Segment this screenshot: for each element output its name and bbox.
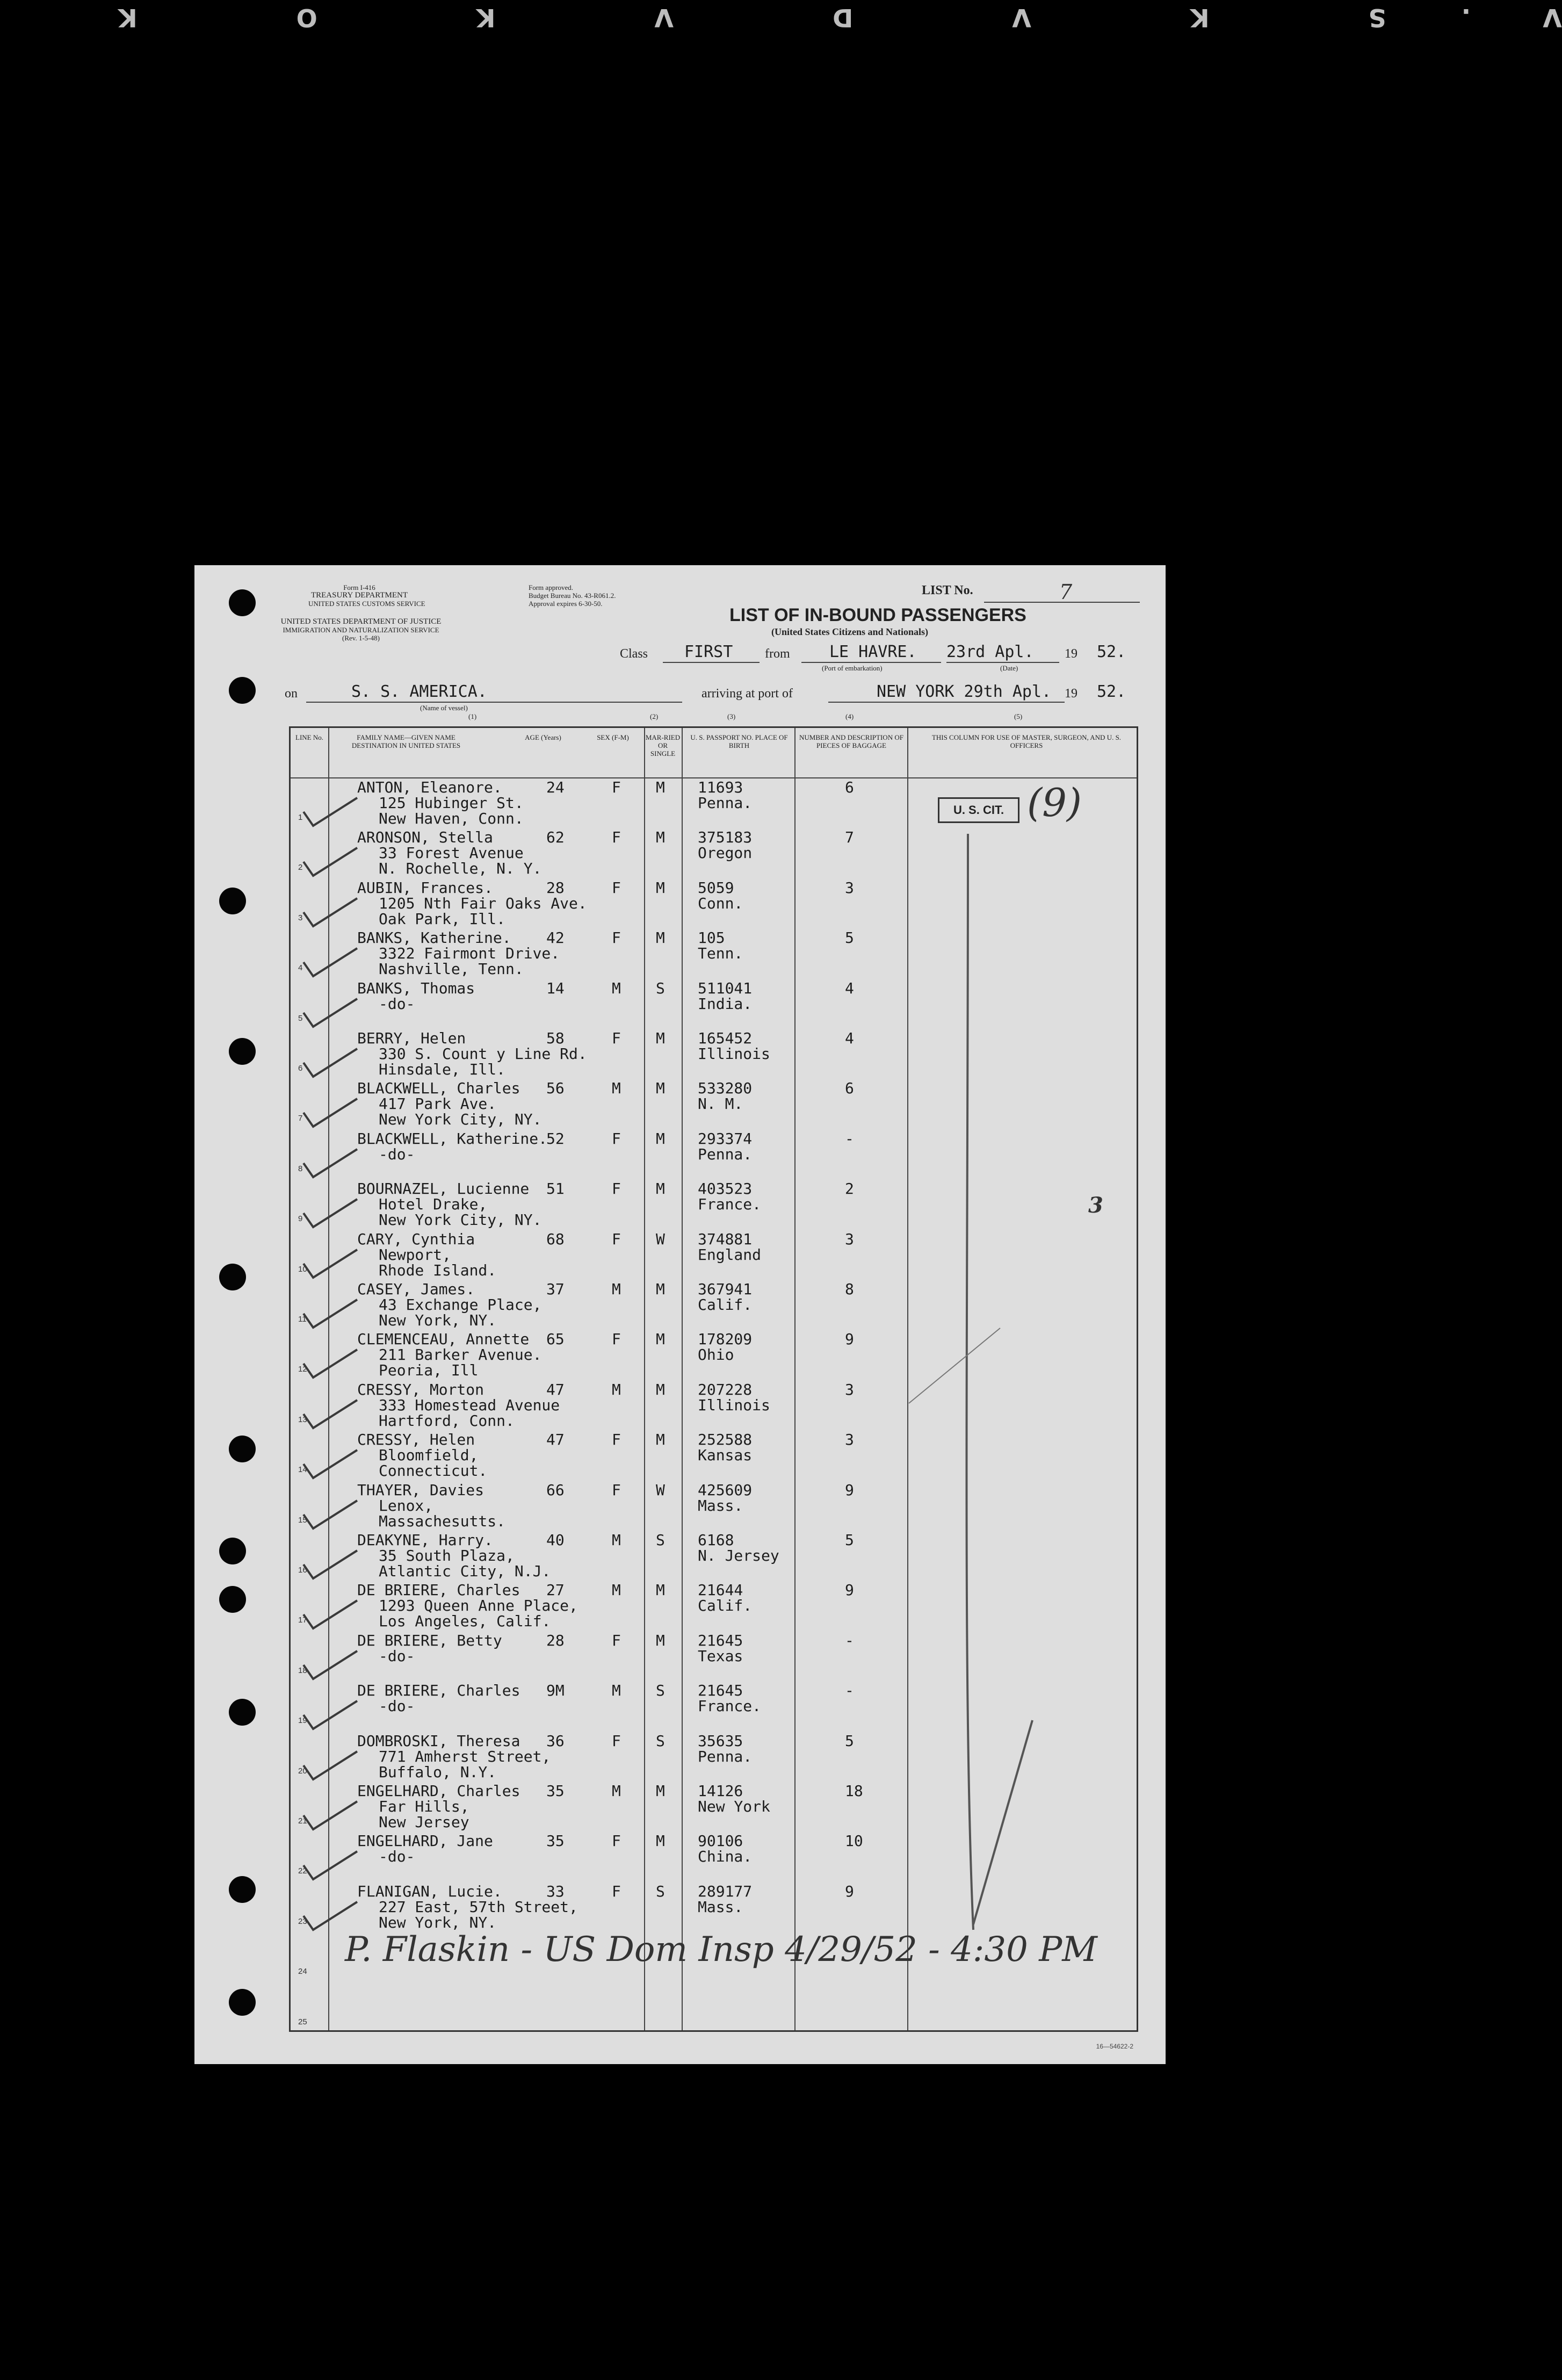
passenger-age: 9M xyxy=(546,1682,565,1700)
marital-status: M xyxy=(656,778,665,796)
passenger-address: Lenox, xyxy=(379,1496,433,1514)
marital-status: S xyxy=(656,1682,665,1700)
passport-number: 21645 xyxy=(698,1682,743,1700)
marital-status: M xyxy=(656,1631,665,1649)
line-number: 3 xyxy=(298,913,303,922)
form-revision: (Rev. 1-5-48) xyxy=(342,634,380,642)
passenger-age: 58 xyxy=(546,1029,565,1047)
passenger-sex: F xyxy=(612,1882,621,1900)
col-header-baggage: NUMBER AND DESCRIPTION OF PIECES OF BAGGAGE xyxy=(799,733,903,749)
pencil-marks xyxy=(194,565,1166,2064)
passenger-sex: M xyxy=(612,1682,621,1700)
inspector-signature: P. Flaskin - US Dom Insp 4/29/52 - 4:30 PM xyxy=(345,1930,1097,1970)
col-header-officers: THIS COLUMN FOR USE OF MASTER, SURGEON, AND U. S. OFFICERS xyxy=(931,733,1122,749)
passenger-age: 47 xyxy=(546,1431,565,1449)
passport-number: 511041 xyxy=(698,979,753,997)
marital-status: M xyxy=(656,1380,665,1398)
vessel-caption: (Name of vessel) xyxy=(420,704,468,712)
passenger-city: New Jersey xyxy=(379,1813,469,1831)
line-number: 18 xyxy=(298,1665,307,1675)
passenger-sex: F xyxy=(612,1029,621,1047)
marital-status: M xyxy=(656,1832,665,1850)
passenger-sex: F xyxy=(612,1431,621,1449)
passenger-address: 35 South Plaza, xyxy=(379,1547,515,1564)
marital-status: W xyxy=(656,1230,665,1248)
customs-service: UNITED STATES CUSTOMS SERVICE xyxy=(308,600,425,608)
place-of-birth: Illinois xyxy=(698,1045,770,1063)
col-number-4: (4) xyxy=(845,712,854,720)
passenger-name: DEAKYNE, Harry. xyxy=(357,1531,493,1549)
col-header-married: MAR-RIED OR SINGLE xyxy=(645,733,681,758)
passenger-name: FLANIGAN, Lucie. xyxy=(357,1882,502,1900)
place-of-birth: Oregon xyxy=(698,844,753,862)
place-of-birth: Mass. xyxy=(698,1898,743,1916)
passenger-name: ENGELHARD, Charles xyxy=(357,1782,520,1800)
passenger-address: 333 Homestead Avenue xyxy=(379,1396,560,1414)
baggage-count: 9 xyxy=(845,1581,854,1599)
passenger-name: ANTON, Eleanore. xyxy=(357,778,502,796)
passenger-age: 56 xyxy=(546,1079,565,1098)
passenger-age: 52 xyxy=(546,1129,565,1148)
passport-number: 165452 xyxy=(698,1029,753,1047)
passenger-sex: M xyxy=(612,1280,621,1298)
place-of-birth: India. xyxy=(698,994,753,1013)
on-label: on xyxy=(285,687,298,701)
passenger-address: -do- xyxy=(379,994,415,1013)
passenger-age: 66 xyxy=(546,1481,565,1499)
arrival-year-prefix: 19 xyxy=(1065,687,1078,701)
vessel-col-number: (1) xyxy=(468,712,477,720)
passenger-age: 35 xyxy=(546,1782,565,1800)
passenger-address: 771 Amherst Street, xyxy=(379,1747,551,1765)
place-of-birth: Penna. xyxy=(698,1747,753,1765)
passport-number: 178209 xyxy=(698,1330,753,1348)
place-of-birth: N. M. xyxy=(698,1095,743,1113)
passenger-address: -do- xyxy=(379,1697,415,1715)
budget-bureau: Budget Bureau No. 43-R061.2. xyxy=(529,592,616,600)
passport-number: 207228 xyxy=(698,1380,753,1398)
passenger-name: AUBIN, Frances. xyxy=(357,878,493,897)
passenger-city: N. Rochelle, N. Y. xyxy=(379,860,542,878)
col-number-2: (2) xyxy=(650,712,659,720)
class-value: FIRST xyxy=(684,643,733,661)
us-citizen-stamp: U. S. CIT. xyxy=(938,797,1019,823)
passenger-name: BERRY, Helen xyxy=(357,1029,466,1047)
baggage-count: 8 xyxy=(845,1280,854,1298)
baggage-count: 3 xyxy=(845,1431,854,1449)
passenger-sex: F xyxy=(612,778,621,796)
place-of-birth: Penna. xyxy=(698,1145,753,1163)
passport-number: 105 xyxy=(698,929,725,947)
passenger-sex: F xyxy=(612,828,621,847)
port-caption: (Port of embarkation) xyxy=(822,664,883,672)
passenger-age: 37 xyxy=(546,1280,565,1298)
baggage-count: 6 xyxy=(845,1079,854,1098)
baggage-count: - xyxy=(845,1631,854,1649)
passenger-age: 28 xyxy=(546,878,565,897)
passenger-sex: F xyxy=(612,1180,621,1198)
passenger-address: Bloomfield, xyxy=(379,1446,479,1465)
passenger-address: Newport, xyxy=(379,1245,451,1264)
passenger-address: Far Hills, xyxy=(379,1798,469,1815)
passenger-address: 43 Exchange Place, xyxy=(379,1296,542,1314)
passenger-name: BLACKWELL, Charles xyxy=(357,1079,520,1098)
baggage-count: 9 xyxy=(845,1481,854,1499)
passenger-age: 27 xyxy=(546,1581,565,1599)
place-of-birth: Ohio xyxy=(698,1346,734,1364)
place-of-birth: France. xyxy=(698,1195,762,1214)
form-number: Form I-416 xyxy=(343,583,375,592)
passenger-name: CARY, Cynthia xyxy=(357,1230,475,1248)
stamp-count-note: (9) xyxy=(1027,780,1082,825)
passenger-address: -do- xyxy=(379,1647,415,1665)
passenger-sex: M xyxy=(612,1782,621,1800)
year-prefix: 19 xyxy=(1065,647,1078,661)
line-number: 5 xyxy=(298,1013,303,1023)
vessel-value: S. S. AMERICA. xyxy=(351,682,487,701)
passport-number: 533280 xyxy=(698,1079,753,1098)
justice-dept: UNITED STATES DEPARTMENT OF JUSTICE xyxy=(280,617,442,626)
line-number: 12 xyxy=(298,1365,307,1374)
marital-status: S xyxy=(656,1882,665,1900)
marital-status: M xyxy=(656,929,665,947)
passenger-sex: F xyxy=(612,929,621,947)
line-number: 9 xyxy=(298,1214,303,1224)
passenger-age: 65 xyxy=(546,1330,565,1348)
col-header-passport: U. S. PASSPORT NO. PLACE OF BIRTH xyxy=(690,733,788,749)
passenger-name: ARONSON, Stella xyxy=(357,828,493,847)
marital-status: M xyxy=(656,1581,665,1599)
baggage-count: 9 xyxy=(845,1882,854,1900)
passport-number: 289177 xyxy=(698,1882,753,1900)
baggage-count: 3 xyxy=(845,1230,854,1248)
marital-status: M xyxy=(656,1029,665,1047)
top-edge-mark: V.S K V D V K O K xyxy=(43,3,1562,32)
passenger-age: 33 xyxy=(546,1882,565,1900)
passenger-name: BANKS, Thomas xyxy=(357,979,475,997)
passenger-city: Oak Park, Ill. xyxy=(379,910,506,928)
marital-status: M xyxy=(656,1431,665,1449)
passenger-address: 227 East, 57th Street, xyxy=(379,1898,578,1916)
passport-number: 21644 xyxy=(698,1581,743,1599)
col-number-3: (3) xyxy=(727,712,736,720)
passenger-address: 125 Hubinger St. xyxy=(379,794,524,812)
marital-status: M xyxy=(656,1280,665,1298)
place-of-birth: Illinois xyxy=(698,1396,770,1414)
passenger-sex: F xyxy=(612,1230,621,1248)
passenger-sex: M xyxy=(612,1079,621,1098)
passenger-city: New York, NY. xyxy=(379,1311,497,1329)
line-number: 10 xyxy=(298,1264,307,1274)
baggage-count: 4 xyxy=(845,979,854,997)
passenger-age: 62 xyxy=(546,828,565,847)
marital-status: M xyxy=(656,1330,665,1348)
passenger-name: DE BRIERE, Betty xyxy=(357,1631,502,1649)
passport-number: 11693 xyxy=(698,778,743,796)
list-no-label: LIST No. xyxy=(922,583,973,597)
approval-expires: Approval expires 6-30-50. xyxy=(529,600,603,608)
side-mark: 3 xyxy=(1088,1193,1103,1218)
place-of-birth: N. Jersey xyxy=(698,1547,779,1564)
marital-status: W xyxy=(656,1481,665,1499)
passenger-city: Rhode Island. xyxy=(379,1261,497,1279)
passenger-age: 40 xyxy=(546,1531,565,1549)
passenger-sex: F xyxy=(612,1631,621,1649)
vertical-pencil-line xyxy=(967,834,974,1930)
line-number: 14 xyxy=(298,1465,307,1475)
line-number: 25 xyxy=(298,2017,307,2026)
col-header-age: AGE (Years) xyxy=(525,733,561,741)
passenger-sex: F xyxy=(612,1330,621,1348)
passenger-age: 36 xyxy=(546,1732,565,1750)
col-number-5: (5) xyxy=(1014,712,1023,720)
place-of-birth: Calif. xyxy=(698,1296,753,1314)
passenger-name: ENGELHARD, Jane xyxy=(357,1832,493,1850)
passenger-age: 28 xyxy=(546,1631,565,1649)
passport-number: 374881 xyxy=(698,1230,753,1248)
line-number: 22 xyxy=(298,1866,307,1876)
place-of-birth: Penna. xyxy=(698,794,753,812)
line-number: 23 xyxy=(298,1916,307,1926)
passenger-name: DE BRIERE, Charles xyxy=(357,1581,520,1599)
passenger-name: THAYER, Davies xyxy=(357,1481,484,1499)
baggage-count: 9 xyxy=(845,1330,854,1348)
passenger-age: 47 xyxy=(546,1380,565,1398)
place-of-birth: Calif. xyxy=(698,1597,753,1615)
passport-number: 5059 xyxy=(698,878,734,897)
passenger-city: New York City, NY. xyxy=(379,1110,542,1129)
passport-number: 6168 xyxy=(698,1531,734,1549)
passenger-address: Hotel Drake, xyxy=(379,1195,488,1214)
passenger-city: Atlantic City, N.J. xyxy=(379,1562,551,1580)
passport-number: 21645 xyxy=(698,1631,743,1649)
passport-number: 252588 xyxy=(698,1431,753,1449)
passenger-city: Hinsdale, Ill. xyxy=(379,1061,506,1078)
passenger-sex: M xyxy=(612,979,621,997)
passenger-sex: F xyxy=(612,878,621,897)
marital-status: M xyxy=(656,1782,665,1800)
stray-pencil-line xyxy=(909,1328,1000,1403)
treasury-dept: TREASURY DEPARTMENT xyxy=(310,591,408,600)
passenger-sex: F xyxy=(612,1732,621,1750)
passenger-address: 3322 Fairmont Drive. xyxy=(379,944,560,963)
marital-status: S xyxy=(656,979,665,997)
passenger-name: CLEMENCEAU, Annette xyxy=(357,1330,530,1348)
port-value: LE HAVRE. xyxy=(829,643,917,661)
passenger-address: 33 Forest Avenue xyxy=(379,844,524,862)
arrival-value: NEW YORK 29th Apl. xyxy=(877,682,1052,701)
arrival-year: 52. xyxy=(1097,682,1126,701)
passenger-name: CASEY, James. xyxy=(357,1280,475,1298)
form-approved: Form approved. xyxy=(529,583,574,592)
passport-number: 375183 xyxy=(698,828,753,847)
passenger-age: 51 xyxy=(546,1180,565,1198)
passenger-age: 14 xyxy=(546,979,565,997)
passenger-sex: F xyxy=(612,1832,621,1850)
line-number: 4 xyxy=(298,963,303,973)
marital-status: M xyxy=(656,1129,665,1148)
passenger-address: -do- xyxy=(379,1145,415,1163)
marital-status: S xyxy=(656,1732,665,1750)
passenger-city: New York City, NY. xyxy=(379,1211,542,1229)
passport-number: 14126 xyxy=(698,1782,743,1800)
line-number: 2 xyxy=(298,863,303,872)
passenger-sex: M xyxy=(612,1581,621,1599)
baggage-count: 4 xyxy=(845,1029,854,1047)
form-subtitle: (United States Citizens and Nationals) xyxy=(771,626,929,637)
list-no-value: 7 xyxy=(1059,580,1073,604)
line-number: 19 xyxy=(298,1716,307,1726)
passenger-city: Los Angeles, Calif. xyxy=(379,1612,551,1631)
passenger-city: Peoria, Ill xyxy=(379,1361,479,1380)
line-number: 20 xyxy=(298,1766,307,1776)
marital-status: M xyxy=(656,878,665,897)
baggage-count: 5 xyxy=(845,929,854,947)
baggage-count: - xyxy=(845,1682,854,1700)
passenger-name: BOURNAZEL, Lucienne xyxy=(357,1180,530,1198)
marital-status: S xyxy=(656,1531,665,1549)
baggage-count: 2 xyxy=(845,1180,854,1198)
baggage-count: - xyxy=(845,1129,854,1148)
footer-code: 16—54622-2 xyxy=(1096,2043,1133,2050)
date-value: 23rd Apl. xyxy=(946,643,1034,661)
passenger-city: New Haven, Conn. xyxy=(379,810,524,827)
date-caption: (Date) xyxy=(1000,664,1018,672)
passenger-name: BANKS, Katherine. xyxy=(357,929,511,947)
passenger-sex: F xyxy=(612,1481,621,1499)
line-number: 16 xyxy=(298,1566,307,1575)
passenger-city: Hartford, Conn. xyxy=(379,1411,515,1430)
line-number: 15 xyxy=(298,1515,307,1525)
passport-number: 367941 xyxy=(698,1280,753,1298)
passenger-sex: F xyxy=(612,1129,621,1148)
line-number: 21 xyxy=(298,1816,307,1826)
baggage-count: 7 xyxy=(845,828,854,847)
place-of-birth: Conn. xyxy=(698,894,743,912)
passenger-address: -do- xyxy=(379,1848,415,1866)
place-of-birth: Kansas xyxy=(698,1446,753,1465)
passenger-city: Nashville, Tenn. xyxy=(379,960,524,978)
baggage-count: 5 xyxy=(845,1732,854,1750)
place-of-birth: Mass. xyxy=(698,1496,743,1514)
passenger-age: 42 xyxy=(546,929,565,947)
col-header-name: FAMILY NAME—GIVEN NAME DESTINATION IN UNITED STATES xyxy=(351,733,461,749)
col-header-line-no: LINE No. xyxy=(295,733,323,741)
ins-service: IMMIGRATION AND NATURALIZATION SERVICE xyxy=(283,626,439,634)
baggage-count: 3 xyxy=(845,878,854,897)
passenger-city: New York, NY. xyxy=(379,1913,497,1931)
passenger-address: 330 S. Count y Line Rd. xyxy=(379,1045,587,1063)
passenger-age: 68 xyxy=(546,1230,565,1248)
passenger-address: 1293 Queen Anne Place, xyxy=(379,1597,578,1615)
passenger-city: Connecticut. xyxy=(379,1462,488,1480)
place-of-birth: Texas xyxy=(698,1647,743,1665)
line-number: 13 xyxy=(298,1415,307,1424)
marital-status: M xyxy=(656,1180,665,1198)
col-header-sex: SEX (F-M) xyxy=(597,733,629,741)
passport-number: 403523 xyxy=(698,1180,753,1198)
place-of-birth: Tenn. xyxy=(698,944,743,963)
line-number: 7 xyxy=(298,1114,303,1123)
passport-number: 90106 xyxy=(698,1832,743,1850)
passport-number: 35635 xyxy=(698,1732,743,1750)
place-of-birth: China. xyxy=(698,1848,753,1866)
from-label: from xyxy=(765,647,790,661)
place-of-birth: France. xyxy=(698,1697,762,1715)
baggage-count: 6 xyxy=(845,778,854,796)
passenger-name: CRESSY, Morton xyxy=(357,1380,484,1398)
manifest-sheet xyxy=(194,565,1166,2064)
passenger-age: 24 xyxy=(546,778,565,796)
marital-status: M xyxy=(656,828,665,847)
line-number: 24 xyxy=(298,1967,307,1977)
passenger-address: 1205 Nth Fair Oaks Ave. xyxy=(379,894,587,912)
passenger-name: DOMBROSKI, Theresa xyxy=(357,1732,520,1750)
arriving-label: arriving at port of xyxy=(702,687,793,701)
passenger-sex: M xyxy=(612,1380,621,1398)
passenger-address: 211 Barker Avenue. xyxy=(379,1346,542,1364)
place-of-birth: England xyxy=(698,1245,762,1264)
passenger-name: BLACKWELL, Katherine. xyxy=(357,1129,548,1148)
line-number: 11 xyxy=(298,1315,307,1324)
line-number: 17 xyxy=(298,1615,307,1625)
check-pencil-line xyxy=(973,1720,1032,1924)
form-title: LIST OF IN-BOUND PASSENGERS xyxy=(729,605,1026,625)
baggage-count: 5 xyxy=(845,1531,854,1549)
passenger-name: CRESSY, Helen xyxy=(357,1431,475,1449)
baggage-count: 10 xyxy=(845,1832,863,1850)
passenger-city: Buffalo, N.Y. xyxy=(379,1763,497,1781)
passenger-city: Massachesutts. xyxy=(379,1512,506,1530)
passport-number: 425609 xyxy=(698,1481,753,1499)
passenger-address: 417 Park Ave. xyxy=(379,1095,497,1113)
baggage-count: 18 xyxy=(845,1782,863,1800)
marital-status: M xyxy=(656,1079,665,1098)
line-number: 6 xyxy=(298,1064,303,1073)
year-value: 52. xyxy=(1097,643,1126,661)
line-number: 8 xyxy=(298,1164,303,1173)
passport-number: 293374 xyxy=(698,1129,753,1148)
passenger-name: DE BRIERE, Charles xyxy=(357,1682,520,1700)
line-number: 1 xyxy=(298,813,303,822)
place-of-birth: New York xyxy=(698,1798,770,1815)
passenger-age: 35 xyxy=(546,1832,565,1850)
class-label: Class xyxy=(620,647,648,661)
baggage-count: 3 xyxy=(845,1380,854,1398)
passenger-sex: M xyxy=(612,1531,621,1549)
